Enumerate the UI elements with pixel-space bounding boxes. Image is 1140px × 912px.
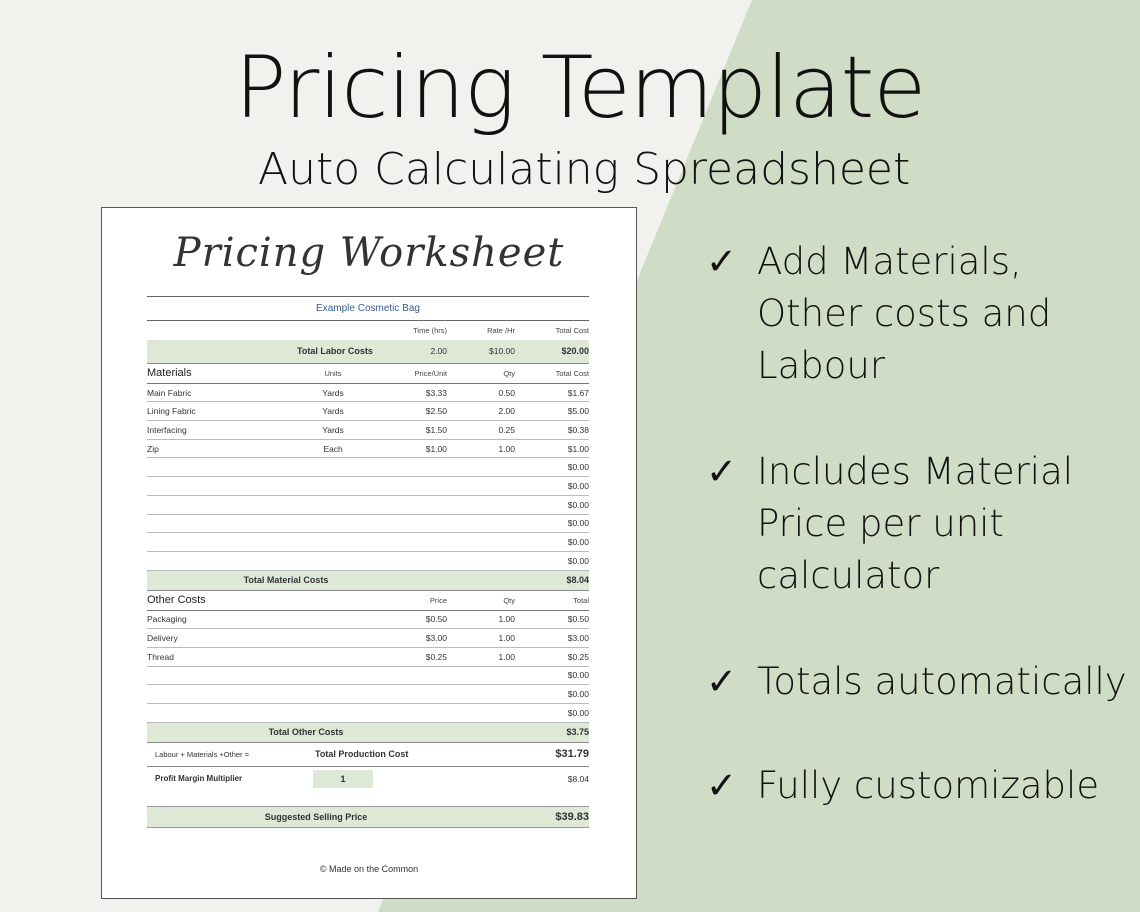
material-row — [147, 496, 589, 515]
material-row — [147, 384, 589, 403]
other-total-label: Total Other Costs — [268, 727, 344, 738]
other-cost-total: $0.00 — [567, 670, 589, 681]
worksheet-preview — [101, 207, 637, 899]
materials-total-value: $8.04 — [566, 575, 589, 586]
other-cost-qty: 1.00 — [498, 633, 515, 644]
material-price: $3.33 — [425, 387, 447, 398]
other-cost-row — [147, 685, 589, 704]
other-cost-qty: 1.00 — [498, 651, 515, 662]
feature-item — [706, 236, 1136, 392]
material-row — [147, 421, 589, 440]
selling-price-row — [147, 806, 589, 828]
material-total: $0.00 — [567, 518, 589, 529]
labor-header-row — [147, 321, 589, 340]
worksheet-title: Pricing Worksheet — [173, 230, 565, 276]
other-cost-row — [147, 648, 589, 667]
material-units: Each — [323, 443, 343, 454]
production-row — [147, 743, 589, 767]
material-total: $0.38 — [567, 424, 589, 435]
feature-text: Totals automatically — [757, 660, 1127, 703]
header-materials-total: Total Cost — [555, 368, 589, 378]
material-row — [147, 440, 589, 459]
production-value: $31.79 — [555, 748, 589, 761]
labor-rate: $10.00 — [489, 346, 515, 357]
page-title: Pricing Template — [234, 38, 926, 138]
other-section-label: Other Costs — [147, 594, 206, 607]
material-row — [147, 477, 589, 496]
other-cost-row — [147, 704, 589, 723]
other-cost-name: Packaging — [147, 614, 187, 625]
other-cost-total: $0.25 — [567, 651, 589, 662]
other-cost-total: $0.00 — [567, 689, 589, 700]
material-price: $1.50 — [425, 424, 447, 435]
header-price-unit: Price/Unit — [414, 368, 447, 378]
checkmark-icon: ✓ — [706, 450, 738, 493]
feature-text: Includes Material Price per unit calculator — [757, 450, 1074, 597]
material-total: $0.00 — [567, 555, 589, 566]
material-name: Zip — [147, 443, 159, 454]
other-cost-total: $3.00 — [567, 633, 589, 644]
profit-label: Profit Margin Multiplier — [155, 774, 243, 784]
checkmark-icon: ✓ — [706, 660, 738, 703]
labor-label: Total Labor Costs — [297, 346, 373, 357]
material-total: $1.67 — [567, 387, 589, 398]
material-units: Yards — [322, 424, 344, 435]
material-row — [147, 533, 589, 552]
other-header-row — [147, 591, 589, 611]
other-cost-row — [147, 667, 589, 686]
worksheet-table — [147, 296, 589, 828]
labor-total: $20.00 — [561, 346, 589, 357]
selling-price-value: $39.83 — [555, 810, 589, 823]
feature-item — [706, 760, 1136, 812]
material-total: $0.00 — [567, 480, 589, 491]
material-total: $0.00 — [567, 499, 589, 510]
material-price: $1.00 — [425, 443, 447, 454]
materials-total-label: Total Material Costs — [243, 575, 329, 586]
materials-total-row — [147, 571, 589, 591]
labor-time: 2.00 — [430, 346, 447, 357]
material-row — [147, 515, 589, 534]
material-units: Yards — [322, 387, 344, 398]
material-qty: 0.25 — [498, 424, 515, 435]
material-total: $0.00 — [567, 537, 589, 548]
other-cost-price: $3.00 — [425, 633, 447, 644]
production-note: Labour + Materials +Other = — [155, 749, 250, 759]
material-row — [147, 552, 589, 571]
checkmark-icon: ✓ — [706, 764, 738, 807]
other-cost-total: $0.00 — [567, 707, 589, 718]
header-other-qty: Qty — [503, 595, 515, 605]
material-total: $1.00 — [567, 443, 589, 454]
material-name: Lining Fabric — [147, 406, 196, 417]
header-units: Units — [324, 368, 342, 378]
other-total-value: $3.75 — [566, 727, 589, 738]
other-cost-row — [147, 611, 589, 630]
material-qty: 1.00 — [498, 443, 515, 454]
material-name: Main Fabric — [147, 387, 192, 398]
profit-row — [147, 768, 589, 790]
checkmark-icon: ✓ — [706, 240, 738, 283]
page-subtitle: Auto Calculating Spreadsheet — [258, 144, 911, 195]
other-rows — [147, 611, 589, 723]
production-label: Total Production Cost — [315, 749, 409, 760]
profit-multiplier-input[interactable]: 1 — [313, 770, 373, 788]
example-product-name: Example Cosmetic Bag — [147, 296, 589, 321]
worksheet-footer: © Made on the Common — [319, 864, 419, 874]
other-cost-total: $0.50 — [567, 614, 589, 625]
header-qty: Qty — [503, 368, 515, 378]
other-cost-price: $0.25 — [425, 651, 447, 662]
materials-header-row — [147, 364, 589, 384]
material-units: Yards — [322, 406, 344, 417]
materials-rows — [147, 384, 589, 571]
material-qty: 2.00 — [498, 406, 515, 417]
material-total: $0.00 — [567, 462, 589, 473]
header-time: Time (hrs) — [413, 325, 447, 335]
material-total: $5.00 — [567, 406, 589, 417]
material-row — [147, 458, 589, 477]
other-cost-row — [147, 629, 589, 648]
material-qty: 0.50 — [498, 387, 515, 398]
header-total-cost: Total Cost — [555, 325, 589, 335]
feature-item — [706, 656, 1136, 708]
materials-section-label: Materials — [147, 367, 192, 380]
header-other-price: Price — [429, 595, 447, 605]
other-cost-name: Delivery — [147, 633, 178, 644]
other-cost-price: $0.50 — [425, 614, 447, 625]
labor-total-row — [147, 340, 589, 364]
material-name: Interfacing — [147, 424, 187, 435]
other-cost-name: Thread — [147, 651, 174, 662]
feature-item — [706, 446, 1136, 602]
other-total-row — [147, 723, 589, 743]
feature-text: Fully customizable — [757, 764, 1100, 807]
selling-price-label: Suggested Selling Price — [264, 811, 368, 822]
header-other-total: Total — [573, 595, 589, 605]
header-rate: Rate /Hr — [487, 325, 515, 335]
profit-value: $8.04 — [567, 773, 589, 784]
material-price: $2.50 — [425, 406, 447, 417]
other-cost-qty: 1.00 — [498, 614, 515, 625]
material-row — [147, 402, 589, 421]
feature-text: Add Materials, Other costs and Labour — [757, 240, 1052, 387]
